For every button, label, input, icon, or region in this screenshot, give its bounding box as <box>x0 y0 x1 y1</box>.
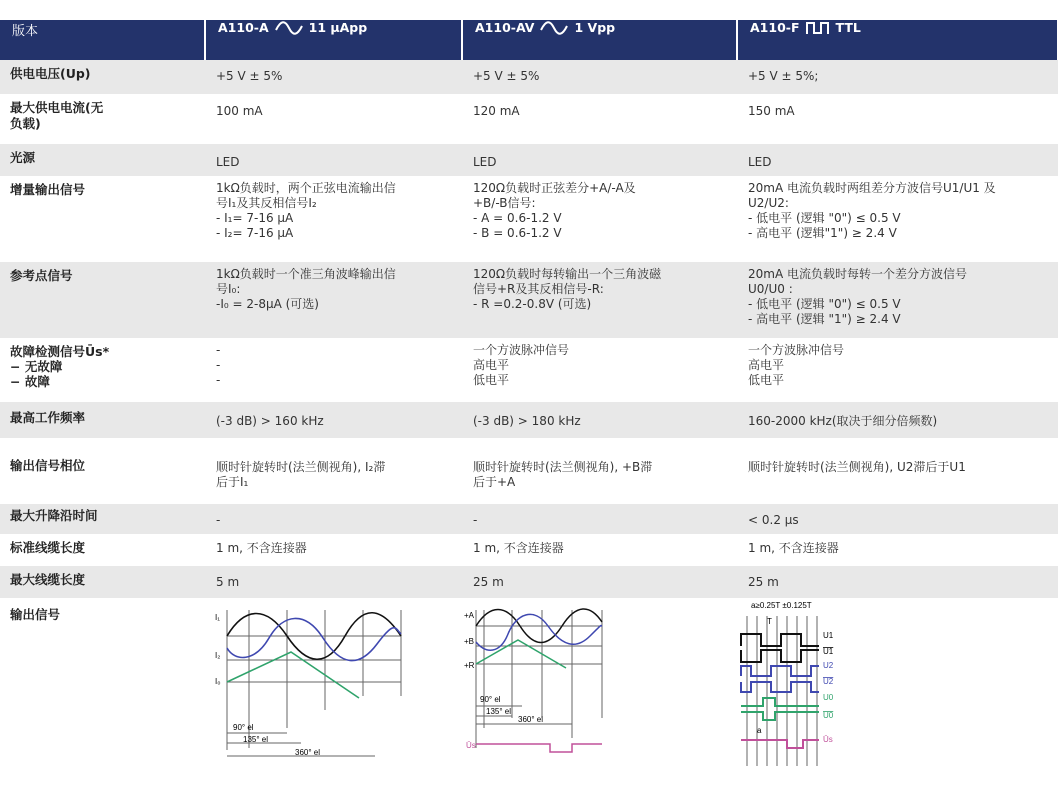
table-row <box>0 402 1058 438</box>
header-a110-a: A110-A 11 µApp <box>205 20 462 60</box>
row-label: 最大供电电流(无 负载) <box>10 100 104 131</box>
row-label: 最大升降沿时间 <box>10 508 98 523</box>
cell-value: 顺时针旋转时(法兰侧视角), U2滞后于U1 <box>748 460 966 474</box>
row-label: 最高工作频率 <box>10 410 86 425</box>
row-label: 故障检测信号Ūs* − 无故障 − 故障 <box>10 344 110 389</box>
label-360: 360° el <box>518 715 543 724</box>
cell-value: - <box>216 513 221 527</box>
sine-icon <box>540 21 568 35</box>
row-label: 输出信号 <box>10 607 61 622</box>
waveform-a110-f <box>737 598 1058 774</box>
label-plus-a: +A <box>464 611 475 620</box>
label-90: 90° el <box>233 723 254 732</box>
header-a110-f: A110-F TTL <box>737 20 1058 60</box>
row-label: 增量输出信号 <box>10 182 86 197</box>
row-label: 光源 <box>10 150 36 165</box>
table-row <box>0 144 1058 176</box>
table-row <box>0 176 1058 262</box>
cell-value: - <box>473 513 478 527</box>
cell-value: - - - <box>216 343 221 387</box>
cell-value: 5 m <box>216 575 240 589</box>
label-u1: U1 <box>823 631 834 640</box>
cell-value: 120Ω负载时正弦差分+A/-A及 +B/-B信号: - A = 0.6-1.2 V - B = 0.6-1.2 V <box>473 181 636 240</box>
cell-value: +5 V ± 5% <box>473 69 540 83</box>
cell-value: 160-2000 kHz(取决于细分倍频数) <box>748 414 938 428</box>
label-us: Ūs <box>823 735 833 744</box>
square-wave-icon <box>806 21 830 35</box>
cell-value: 1kΩ负载时，两个正弦电流输出信 号I₁及其反相信号I₂ - I₁= 7-16 µA - I₂= 7-16 µA <box>216 181 396 240</box>
table-row <box>0 504 1058 534</box>
label-360: 360° el <box>295 748 320 757</box>
cell-value: < 0.2 µs <box>748 513 799 527</box>
label-u2-inverted: U2 <box>823 677 834 686</box>
cell-value: 一个方波脉冲信号 高电平 低电平 <box>748 343 845 387</box>
row-label: 标准线缆长度 <box>10 540 86 555</box>
label-135: 135° el <box>243 735 268 744</box>
cell-value: 20mA 电流负载时每转一个差分方波信号 U0/U0 : - 低电平 (逻辑 "0") ≤ 0.5 V - 高电平 (逻辑 "1") ≥ 2.4 V <box>748 267 967 326</box>
cell-value: 顺时针旋转时(法兰侧视角), +B滞 后于+A <box>473 460 653 489</box>
label-i2: I₂ <box>215 651 221 660</box>
cell-value: (-3 dB) > 160 kHz <box>216 414 324 428</box>
label-a: a <box>757 726 762 735</box>
waveform-a110-av <box>462 598 737 774</box>
cell-value: 120 mA <box>473 104 520 118</box>
label-u0: U0 <box>823 693 834 702</box>
cell-value: (-3 dB) > 180 kHz <box>473 414 581 428</box>
sine-icon <box>275 21 303 35</box>
label-period: T <box>767 617 772 626</box>
cell-value: 150 mA <box>748 104 795 118</box>
cell-value: +5 V ± 5% <box>216 69 283 83</box>
label-u2: U2 <box>823 661 834 670</box>
label-i0: I₀ <box>215 677 221 686</box>
label-90: 90° el <box>480 695 501 704</box>
row-label: 最大线缆长度 <box>10 572 86 587</box>
cell-value: LED <box>748 155 772 169</box>
cell-value: 25 m <box>748 575 779 589</box>
spec-table <box>0 20 1058 774</box>
cell-value: 25 m <box>473 575 504 589</box>
cell-value: LED <box>216 155 240 169</box>
label-plus-b: +B <box>464 637 475 646</box>
cell-value: 一个方波脉冲信号 高电平 低电平 <box>473 343 570 387</box>
cell-value: 顺时针旋转时(法兰侧视角), I₂滞 后于I₁ <box>216 460 386 489</box>
row-label: 供电电压(Up) <box>10 66 91 81</box>
row-label: 参考点信号 <box>10 268 73 283</box>
table-row <box>0 338 1058 402</box>
cell-value: 1kΩ负载时一个准三角波峰输出信 号I₀: -I₀ = 2-8µA (可选) <box>216 267 396 311</box>
label-135: 135° el <box>486 707 511 716</box>
table-row <box>0 534 1058 566</box>
label-plus-r: +R <box>464 661 475 670</box>
cell-value: LED <box>473 155 497 169</box>
header-version: 版本 <box>0 20 205 60</box>
table-row <box>0 438 1058 504</box>
header-a110-av: A110-AV 1 Vpp <box>462 20 737 60</box>
cell-value: 1 m, 不含连接器 <box>473 541 564 555</box>
cell-value: 1 m, 不含连接器 <box>216 541 307 555</box>
cell-value: +5 V ± 5%; <box>748 69 819 83</box>
cell-value: 1 m, 不含连接器 <box>748 541 839 555</box>
table-row <box>0 566 1058 598</box>
label-u1-inverted: U1 <box>823 647 834 656</box>
label-i1: I₁ <box>215 613 220 622</box>
cell-value: 100 mA <box>216 104 263 118</box>
table-row <box>0 262 1058 338</box>
row-label: 输出信号相位 <box>10 458 86 473</box>
label-timing: a≥0.25T ±0.125T <box>751 601 812 610</box>
table-row <box>0 94 1058 144</box>
table-row <box>0 598 1058 774</box>
table-row <box>0 60 1058 94</box>
label-us: Ūs <box>466 741 476 750</box>
header-row <box>0 20 1058 60</box>
label-u0-inverted: U0 <box>823 711 834 720</box>
waveform-a110-a <box>205 598 462 774</box>
cell-value: 120Ω负载时每转输出一个三角波磁 信号+R及其反相信号-R: - R =0.2-0.8V (可选) <box>473 267 662 311</box>
cell-value: 20mA 电流负载时两组差分方波信号U1/U1 及 U2/U2: - 低电平 (逻辑 "0") ≤ 0.5 V - 高电平 (逻辑"1") ≥ 2.4 V <box>748 181 996 240</box>
